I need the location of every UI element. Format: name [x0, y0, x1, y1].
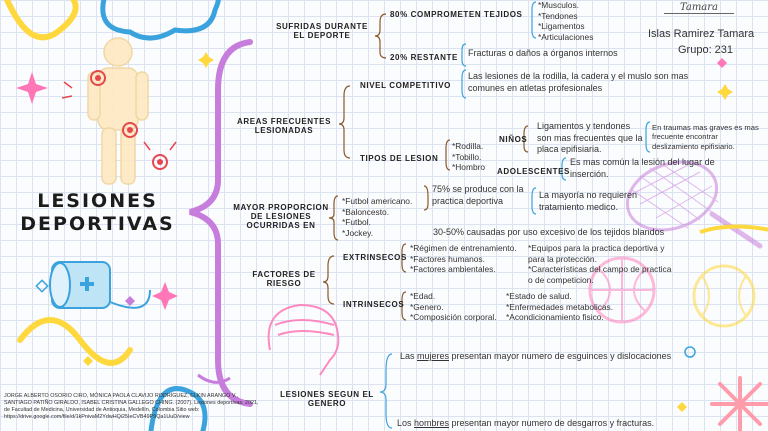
- list-item: *Tendones: [538, 10, 578, 21]
- blue-square-icon: [36, 280, 47, 291]
- pink-diamond-icon: [717, 58, 727, 68]
- intrinsecos-col1: [410, 291, 497, 323]
- brace-20: [462, 44, 466, 66]
- heading-sufridas: SUFRIDAS DURANTE EL DEPORTE: [276, 22, 368, 40]
- list-item: *Estado de salud.: [506, 291, 572, 301]
- pct-30-50: 30-50% causadas por uso excesivo de los tejidos blandos: [433, 227, 665, 237]
- list-item: *Edad.: [410, 291, 436, 301]
- list-item: *Características del campo de practica o de competicion.: [528, 264, 672, 285]
- adolescentes-label: ADOLESCENTES: [497, 167, 570, 176]
- ninos-note: En traumas mas graves es mas frecuente encontrar deslizamiento epifisiario.: [652, 123, 759, 151]
- list-item: *Baloncesto.: [342, 206, 390, 217]
- ninos-label: NIÑOS: [499, 135, 528, 144]
- nivel-text: Las lesiones de la rodilla, la cadera y el muslo son mas comunes en atletas profesionales: [468, 71, 689, 93]
- intrinsecos-col2: [506, 291, 613, 323]
- heading-areas: AREAS FRECUENTES LESIONADAS: [236, 117, 332, 135]
- list-item: *Acondicionamiento fisico.: [506, 312, 604, 322]
- yellow-star-icon: [717, 84, 733, 100]
- list-item: *Jockey.: [342, 227, 374, 238]
- author-group: Grupo: 231: [678, 44, 734, 56]
- yellow-swirl-top: [5, 0, 76, 37]
- pct-75: 75% se produce con la practica deportiva: [432, 184, 524, 206]
- human-body-figure: [62, 38, 176, 184]
- list-item: *Tobillo.: [452, 151, 482, 162]
- brace-sufridas: [375, 14, 386, 58]
- pink-star-icon: [16, 72, 48, 104]
- hombres-text: Los hombres presentan mayor numero de desgarros y fracturas.: [397, 418, 655, 428]
- brace-nivel: [462, 70, 466, 98]
- brace-tipos: [446, 140, 450, 170]
- heading-factores: FACTORES DE RIESGO: [252, 270, 316, 288]
- list-item: *Futbol.: [342, 217, 371, 227]
- pink-star-icon: [152, 282, 178, 310]
- nivel-competitivo: NIVEL COMPETITIVO: [360, 81, 451, 90]
- brace-75: [532, 188, 536, 214]
- brace-mayor-right: [424, 186, 428, 210]
- yellow-diamond-icon: [677, 402, 687, 412]
- bandaged-head-icon: [269, 305, 339, 375]
- list-item: *Futbol americano.: [342, 196, 413, 206]
- mujeres-text: Las mujeres presentan mayor numero de esguinces y dislocaciones: [400, 351, 672, 361]
- list-item: *Ligamentos: [538, 21, 585, 31]
- signature: Tamara: [664, 2, 734, 14]
- list-item: *Rodilla.: [452, 141, 484, 151]
- extrinsecos-col2: [528, 243, 678, 285]
- reference-citation: JORGE ALBERTO OSORIO CIRO, MÓNICA PAOLA CLAVIJO RODRÍGUEZ, ELKIN ARANGO V., SANTIAGO PATIÑO GIRALDO, ISABEL CRISTINA GALLEGO CHING. (2007). Lesiones deportivas. 2021, de Facultad de Medicina, Universidad de Antioquia, Medellín, Colombia Sitio web: https://drive.google.com/file/d/1kPnivaM2YdwHQi25IeCVB49P9Qa1UuD/view: [4, 393, 259, 421]
- list-item: *Régimen de entrenamiento.: [410, 243, 517, 253]
- item-20-percent: 20% RESTANTE: [390, 53, 458, 62]
- brace-musculos: [532, 2, 536, 38]
- intrinsecos-label: INTRINSECOS: [343, 300, 405, 309]
- author-name: Islas Ramirez Tamara: [648, 28, 755, 40]
- list-item: *Enfermedades metabolicas.: [506, 301, 614, 312]
- brace-areas: [339, 86, 350, 158]
- extrinsecos-col1: [410, 243, 517, 275]
- extrinsecos-label: EXTRINSECOS: [343, 253, 407, 262]
- ninos-text: Ligamentos y tendones son mas frecuentes que la placa epifisiaria.: [537, 121, 643, 155]
- brace-factores: [323, 256, 334, 304]
- heading-mayor: MAYOR PROPORCION DE LESIONES OCURRIDAS EN: [233, 203, 329, 230]
- starburst-icon: [712, 378, 768, 431]
- list-item: *Musculos.: [538, 0, 579, 10]
- brace-ninos-note: [646, 122, 650, 152]
- yellow-diamond-icon: [83, 356, 93, 366]
- bandage-roll-icon: [50, 262, 150, 308]
- item-80-percent: 80% COMPROMETEN TEJIDOS: [390, 10, 523, 19]
- list-item: *Hombro: [452, 162, 486, 172]
- mayor-list: [342, 196, 412, 238]
- list-item: *Factores humanos.: [410, 253, 485, 264]
- list-item: *Equipos para la practica deportiva y para la protección.: [528, 243, 665, 264]
- adolescentes-text: Es mas común la lesión del lugar de inserción.: [570, 157, 715, 179]
- yellow-star-icon: [198, 52, 214, 68]
- purple-diamond-icon: [125, 296, 135, 306]
- purple-curve: [198, 375, 230, 382]
- main-title: LESIONES DEPORTIVAS: [20, 190, 175, 235]
- tipos-list: [452, 141, 485, 173]
- item-20-text: Fracturas o daños a órganos internos: [468, 48, 618, 58]
- list-item: *Genero.: [410, 301, 444, 312]
- yellow-swirl-bottom: [20, 320, 130, 363]
- heading-genero: LESIONES SEGUN EL GENERO: [280, 390, 374, 408]
- baseball-icon: [694, 266, 754, 326]
- tipos-lesion: TIPOS DE LESION: [360, 154, 439, 163]
- list-item: *Composición corporal.: [410, 312, 497, 322]
- list-item: *Articulaciones: [538, 31, 594, 42]
- blue-cloud-shape: [103, 0, 219, 38]
- brace-genero: [380, 354, 392, 428]
- pct-75-text: La mayoría no requieren tratamiento medico.: [539, 190, 638, 212]
- tejidos-list: [538, 0, 593, 42]
- list-item: *Factores ambientales.: [410, 264, 496, 274]
- blue-dot: [685, 347, 695, 357]
